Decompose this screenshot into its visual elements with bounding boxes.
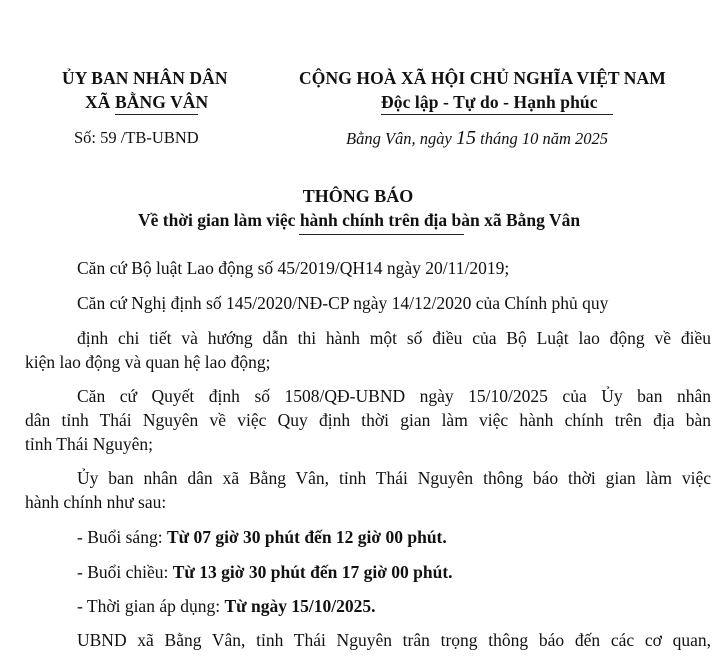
basis-line-2a: Căn cứ Nghị định số 145/2020/NĐ-CP ngày 14/12/2020 của Chính phủ quy xyxy=(77,293,609,313)
national-title: CỘNG HOÀ XÃ HỘI CHỦ NGHĨA VIỆT NAM xyxy=(299,68,666,88)
notice-intro-b: hành chính như sau: xyxy=(25,492,167,512)
date-day: 15 xyxy=(455,127,476,149)
schedule-effective: - Thời gian áp dụng: Từ ngày 15/10/2025. xyxy=(77,596,376,616)
basis-line-3c: tỉnh Thái Nguyên; xyxy=(25,434,153,454)
schedule-morning: - Buổi sáng: Từ 07 giờ 30 phút đến 12 giờ 00 phút. xyxy=(77,527,447,547)
issuer-line-2: XÃ BẰNG VÂN xyxy=(85,92,209,112)
subject-underline xyxy=(299,234,464,235)
issuer-line-1: ỦY BAN NHÂN DÂN xyxy=(62,68,228,88)
document-type-title: THÔNG BÁO xyxy=(302,186,414,206)
issuer-underline xyxy=(115,114,198,115)
basis-line-1: Căn cứ Bộ luật Lao động số 45/2019/QH14 ngày 20/11/2019; xyxy=(77,258,510,278)
basis-line-3a: Căn cứ Quyết định số 1508/QĐ-UBND ngày 15/10/2025 của Ủy ban nhân xyxy=(77,386,711,406)
document-subject: Về thời gian làm việc hành chính trên địa bàn xã Bằng Vân xyxy=(138,210,581,230)
basis-line-2c: kiện lao động và quan hệ lao động; xyxy=(25,352,271,372)
document-number: Số: 59 /TB-UBND xyxy=(74,128,199,147)
national-motto: Độc lập - Tự do - Hạnh phúc xyxy=(381,92,598,112)
notice-intro-a: Ủy ban nhân dân xã Bằng Vân, tỉnh Thái Nguyên thông báo thời gian làm việc xyxy=(77,468,711,488)
place-date: Bằng Vân, ngày 15 tháng 10 năm 2025 xyxy=(346,127,608,149)
schedule-afternoon: - Buổi chiều: Từ 13 giờ 30 phút đến 17 giờ 00 phút. xyxy=(77,562,453,582)
basis-line-3b: dân tỉnh Thái Nguyên về việc Quy định thời gian làm việc hành chính trên địa bàn xyxy=(25,410,711,430)
closing-line: UBND xã Bằng Vân, tỉnh Thái Nguyên trân trọng thông báo đến các cơ quan, xyxy=(77,630,711,650)
basis-line-2b: định chi tiết và hướng dẫn thi hành một số điều của Bộ Luật lao động về điều xyxy=(77,328,711,348)
motto-underline xyxy=(381,114,613,115)
